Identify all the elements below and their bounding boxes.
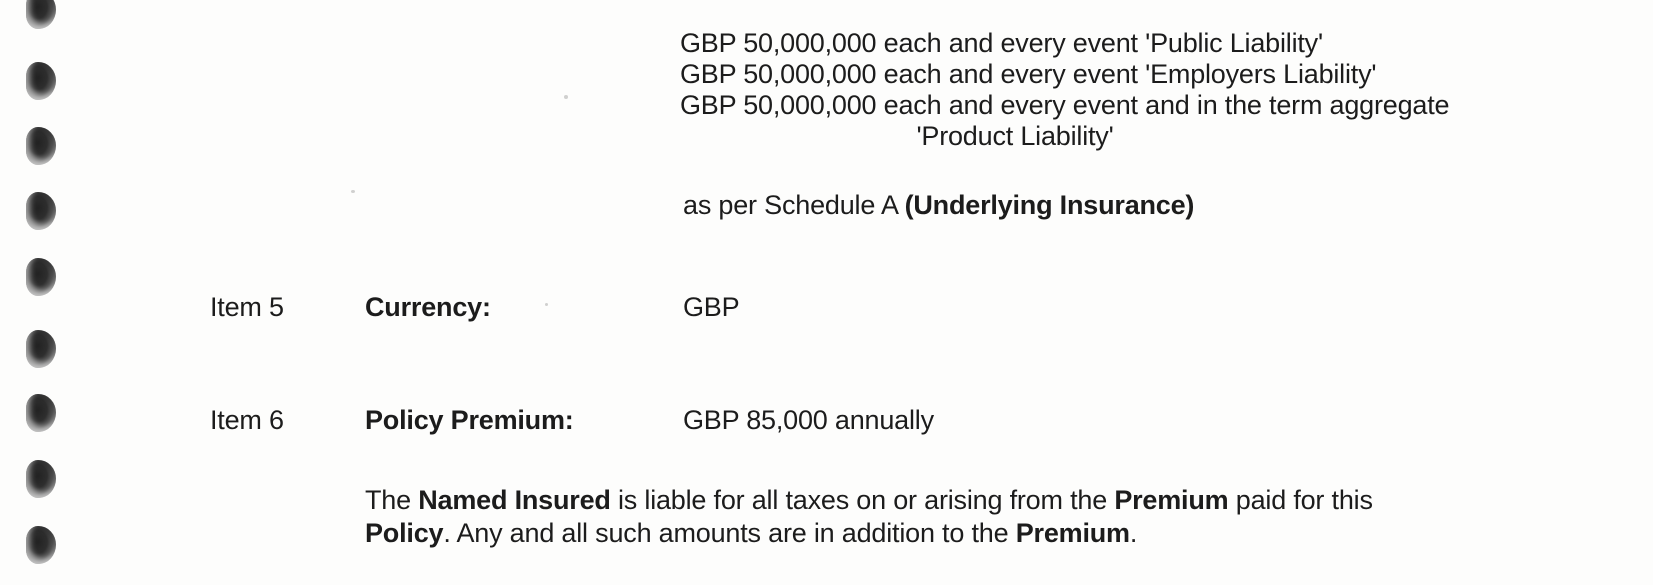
item-6-value: GBP 85,000 annually [683,405,934,435]
binder-hole [26,0,56,29]
binder-hole [26,127,56,165]
item-6-label-policy-premium: Policy Premium: [365,405,574,435]
tax-liability-paragraph: The Named Insured is liable for all taxes on or arising from the Premium paid for this Policy. Any and all such amounts are in addition to the Premium. [365,485,1373,548]
item-5-value: GBP [683,292,740,322]
limits-of-liability-block [680,28,1480,152]
binder-hole [26,258,56,296]
item-row-6 [0,405,1653,436]
item-6-number: Item 6 [210,405,284,435]
item-5-number: Item 5 [210,292,284,322]
limit-line-employers-liability: GBP 50,000,000 each and every event 'Employers Liability' [680,59,1377,89]
binder-hole [26,526,56,564]
scan-speck [545,303,548,306]
binder-hole [26,330,56,368]
limit-line-term-aggregate: GBP 50,000,000 each and every event and in the term aggregate [680,90,1450,120]
limit-line-public-liability: GBP 50,000,000 each and every event 'Public Liability' [680,28,1323,58]
item-row-5 [0,292,1653,323]
limit-line-product-liability: 'Product Liability' [916,121,1114,151]
binder-hole [26,62,56,100]
binder-hole [26,192,56,230]
schedule-reference-line: as per Schedule A (Underlying Insurance) [683,190,1195,220]
scan-speck [564,95,568,99]
item-5-label-currency: Currency: [365,292,491,322]
binder-hole [26,460,56,498]
scan-speck [351,190,355,193]
